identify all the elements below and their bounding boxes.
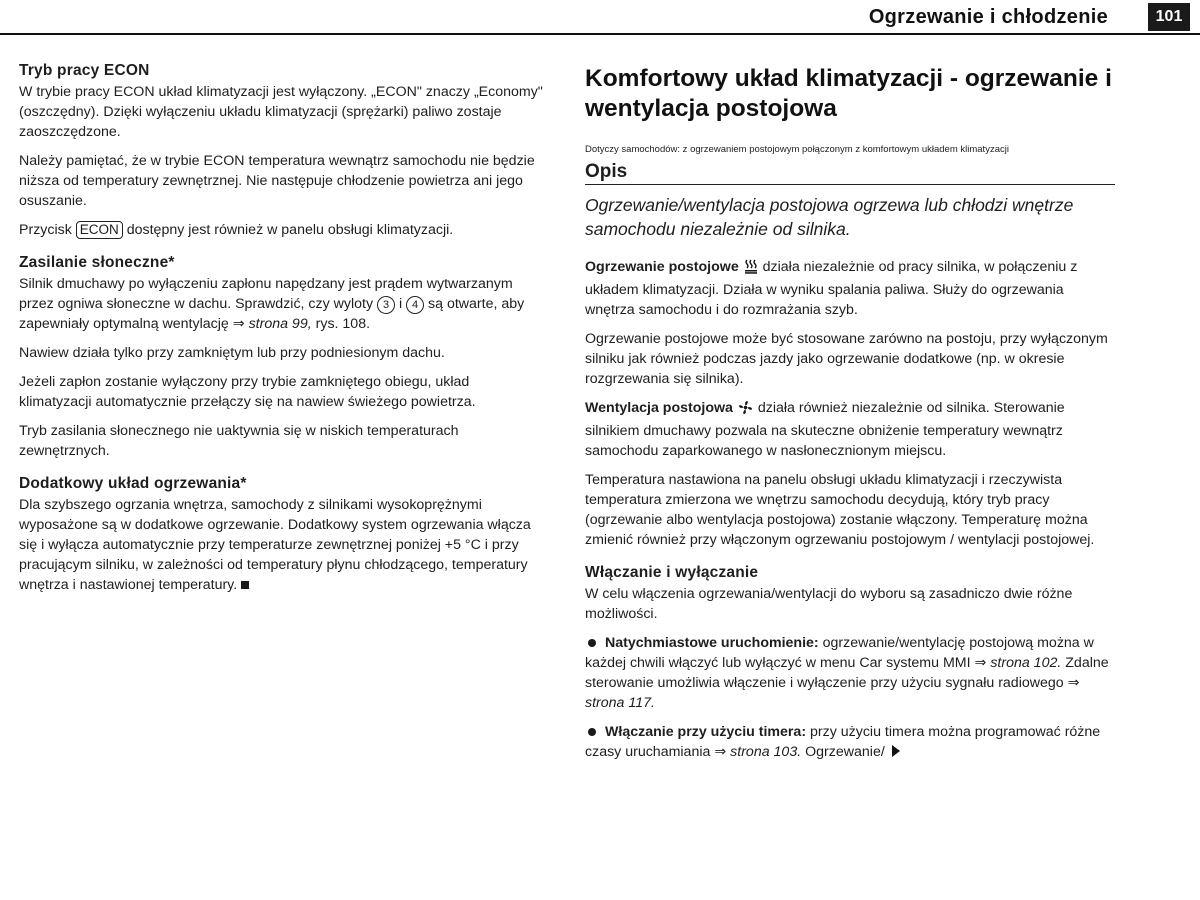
parking-heater-icon: [744, 259, 758, 280]
solar-paragraph-3: Jeżeli zapłon zostanie wyłączony przy trybie zamkniętego obiegu, układ klimatyzacji automatycznie przełączy się na nawiew świeżego powietrza.: [19, 374, 476, 410]
section-title: Ogrzewanie i chłodzenie: [868, 6, 1108, 28]
timer-label: Włączanie przy użyciu timera:: [605, 724, 807, 740]
page-ref-117[interactable]: ⇒ strona 117.: [585, 675, 1080, 711]
continue-arrow-icon: [892, 745, 900, 757]
parking-ventilation-label: Wentylacja postojowa: [585, 400, 733, 416]
fan-icon: [738, 400, 753, 421]
parking-ventilation-paragraph: [585, 398, 1115, 461]
parking-heater-paragraph: [585, 257, 1115, 320]
solar-p1-b: są otwarte, aby zapewniały optymalną wentylację: [19, 296, 525, 332]
parking-ventilation-text: działa również niezależnie od silnika. Sterowanie silnikiem dmuchawy pozwala na skuteczne obniżenie temperatury wewnątrz samochodu zaparkowanego w nasłonecznionym miejscu.: [585, 400, 1065, 459]
vent-4-icon: 4: [406, 296, 424, 314]
parking-heater-usage: Ogrzewanie postojowe może być stosowane zarówno na postoju, przy wyłączonym silniku jak również podczas jazdy jako ogrzewanie dodatkowe (np. w okresie rozgrzewania się silnika).: [585, 331, 1108, 387]
bullet-icon: [588, 639, 596, 647]
econ-paragraph-3: [19, 220, 543, 240]
aux-heating-text: Dla szybszego ogrzania wnętrza, samochody z silnikami wysokoprężnymi wyposażone są w dodatkowe ogrzewanie. Dodatkowy system ogrzewania włącza się i wyłącza automatycznie przy temperaturze zewnętrznej poniżej +5 °C i przy pracującym silniku, w zależności od temperatury płynu chłodzącego, temperatury wnętrza i nastawionej temperatury.: [19, 497, 531, 593]
bullet-immediate-start: [585, 633, 1115, 713]
immediate-start-label: Natychmiastowe uruchomienie:: [605, 635, 819, 651]
solar-paragraph-1: [19, 274, 543, 334]
parking-heater-label: Ogrzewanie postojowe: [585, 259, 739, 275]
right-column: [585, 62, 1115, 771]
switching-intro: W celu włączenia ogrzewania/wentylacji do wyboru są zasadniczo dwie różne możliwości.: [585, 586, 1073, 622]
page-ref-99[interactable]: ⇒ strona 99,: [232, 316, 312, 332]
figure-ref: rys. 108.: [315, 316, 371, 332]
header-rule: [0, 33, 1200, 35]
switching-heading: Włączanie i wyłączanie: [585, 564, 759, 581]
solar-paragraph-4: Tryb zasilania słonecznego nie uaktywnia się w niskich temperaturach zewnętrznych.: [19, 423, 459, 459]
immediate-start-text-b: Zdalne sterowanie umożliwia włączenie i wyłączenie przy użyciu sygnału radiowego: [585, 655, 1109, 691]
left-column: [19, 62, 543, 604]
bullet-icon: [588, 728, 596, 736]
solar-paragraph-2: Nawiew działa tylko przy zamkniętym lub przy podniesionym dachu.: [19, 345, 445, 361]
opis-heading: Opis: [585, 161, 628, 182]
temperature-paragraph: Temperatura nastawiona na panelu obsługi układu klimatyzacji i rzeczywista temperatura zmierzona we wnętrzu samochodu decydują, który tryb pracy (ogrzewanie albo wentylacja postojowa) zostanie włączony. Temperaturę można zmienić również przy włączonym ogrzewaniu postojowym / wentylacji postojowej.: [585, 472, 1095, 548]
econ-key-label: ECON: [76, 221, 123, 239]
page-number: 101: [1148, 3, 1190, 31]
econ-paragraph-1: W trybie pracy ECON układ klimatyzacji jest wyłączony. „ECON" znaczy „Economy" (oszczędny). Dzięki wyłączeniu układu klimatyzacji (sprężarki) paliwo zostaje zaoszczędzone.: [19, 84, 543, 140]
aux-heating-heading: Dodatkowy układ ogrzewania*: [19, 475, 247, 492]
econ-heading: Tryb pracy ECON: [19, 62, 150, 79]
opis-rule: [585, 184, 1115, 185]
applies-to-note: Dotyczy samochodów: z ogrzewaniem postojowym połączonym z komfortowym układem klimatyzacji: [585, 144, 1009, 155]
end-of-section-icon: [241, 581, 249, 589]
solar-heading: Zasilanie słoneczne*: [19, 254, 175, 271]
parking-heater-text: działa niezależnie od pracy silnika, w połączeniu z układem klimatyzacji. Działa w wyniku spalania paliwa. Służy do ogrzewania wnętrza samochodu i do rozmrażania szyb.: [585, 259, 1078, 318]
vent-3-icon: 3: [377, 296, 395, 314]
econ-paragraph-2: Należy pamiętać, że w trybie ECON temperatura wewnątrz samochodu nie będzie niższa od temperatury zewnętrznej. Nie następuje chłodzenie powietrza ani jego osuszanie.: [19, 153, 535, 209]
main-title: Komfortowy układ klimatyzacji - ogrzewanie i wentylacja postojowa: [585, 65, 1112, 122]
page-ref-103[interactable]: ⇒ strona 103.: [714, 744, 802, 760]
timer-text-b: Ogrzewanie/: [805, 744, 885, 760]
lead-paragraph: Ogrzewanie/wentylacja postojowa ogrzewa lub chłodzi wnętrze samochodu niezależnie od silnika.: [585, 195, 1074, 239]
timer-text-a: przy użyciu timera można programować różne czasy uruchamiania: [585, 724, 1101, 760]
immediate-start-text-a: ogrzewanie/wentylację postojową można w każdej chwili włączyć lub wyłączyć w menu Car systemu MMI: [585, 635, 1094, 671]
solar-p1-and: i: [398, 296, 403, 312]
page-ref-102[interactable]: ⇒ strona 102.: [974, 655, 1062, 671]
bullet-timer: [585, 722, 1115, 762]
solar-p1-a: Silnik dmuchawy po wyłączeniu zapłonu napędzany jest prądem wytwarzanym przez ogniwa słoneczne w dachu. Sprawdzić, czy wyloty: [19, 276, 513, 312]
econ-p3-after: dostępny jest również w panelu obsługi klimatyzacji.: [126, 222, 454, 238]
econ-p3-before: Przycisk: [19, 222, 72, 238]
aux-heating-paragraph: [19, 495, 543, 595]
